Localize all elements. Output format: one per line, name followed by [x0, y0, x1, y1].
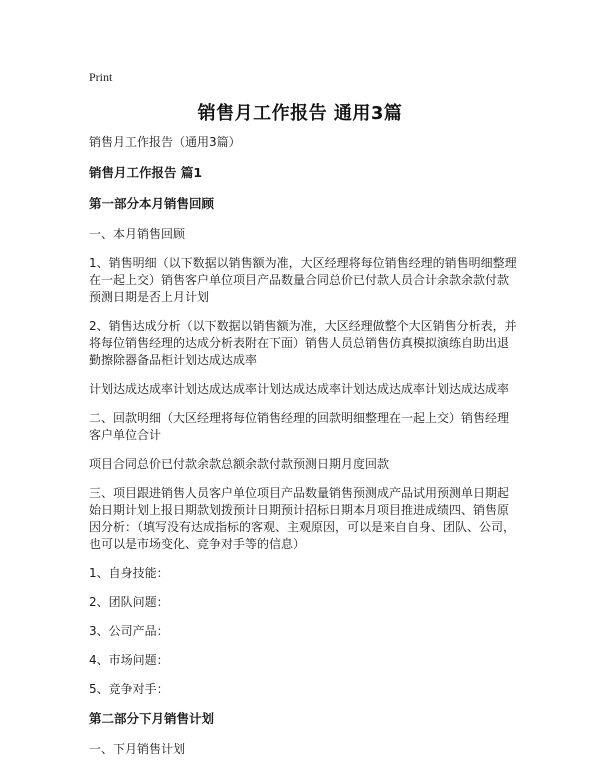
print-link[interactable]: Print — [89, 70, 113, 84]
list-item-competitor: 5、竞争对手： — [89, 682, 169, 696]
paragraph-next-plan: 一、下月销售计划 — [89, 742, 186, 756]
list-item-company: 3、公司产品： — [89, 624, 169, 638]
paragraph-project-tracking: 三、项目跟进销售人员客户单位项目产品数量销售预测成产品试用预测单日期起始日期计划上报日期款划拨预计日期预计招标日期本月项目推进成绩四、销售原因分析：（填写没有达成指标的客观、主观原因，可以是来自自身、团队、公司，也可以是市场变化、竞争对手等的信息） — [89, 486, 516, 551]
part-heading-1: 第一部分本月销售回顾 — [89, 196, 215, 211]
document-subtitle: 销售月工作报告（通用3篇） — [89, 135, 241, 149]
paragraph-achievement-rate: 计划达成达成率计划达成达成率计划达成达成率计划达成达成率计划达成达成率 — [89, 382, 510, 396]
paragraph-collection-detail: 二、回款明细（大区经理将每位销售经理的回款明细整理在一起上交）销售经理客户单位合计 — [89, 411, 510, 442]
paragraph-review: 一、本月销售回顾 — [89, 227, 186, 241]
document-title: 销售月工作报告 通用3篇 — [197, 103, 403, 124]
list-item-team: 2、团队问题： — [89, 595, 169, 609]
list-item-market: 4、市场问题： — [89, 653, 169, 667]
part-heading-2: 第二部分下月销售计划 — [89, 711, 215, 726]
section-heading-1: 销售月工作报告 篇1 — [89, 165, 203, 180]
paragraph-project-payment: 项目合同总价已付款余款总额余款付款预测日期月度回款 — [89, 457, 390, 471]
document-body — [89, 134, 519, 758]
list-item-skill: 1、自身技能： — [89, 566, 169, 580]
paragraph-sales-analysis: 2、销售达成分析（以下数据以销售额为准，大区经理做整个大区销售分析表，并将每位销售经理的达成分析表附在下面）销售人员总销售仿真模拟演练自助出退勤擦除器备品柜计划达成达成率 — [89, 319, 517, 367]
paragraph-sales-detail: 1、销售明细（以下数据以销售额为准，大区经理将每位销售经理的销售明细整理在一起上交）销售客户单位项目产品数量合同总价已付款人员合计余款余款付款预测日期是否上月计划 — [89, 256, 517, 304]
